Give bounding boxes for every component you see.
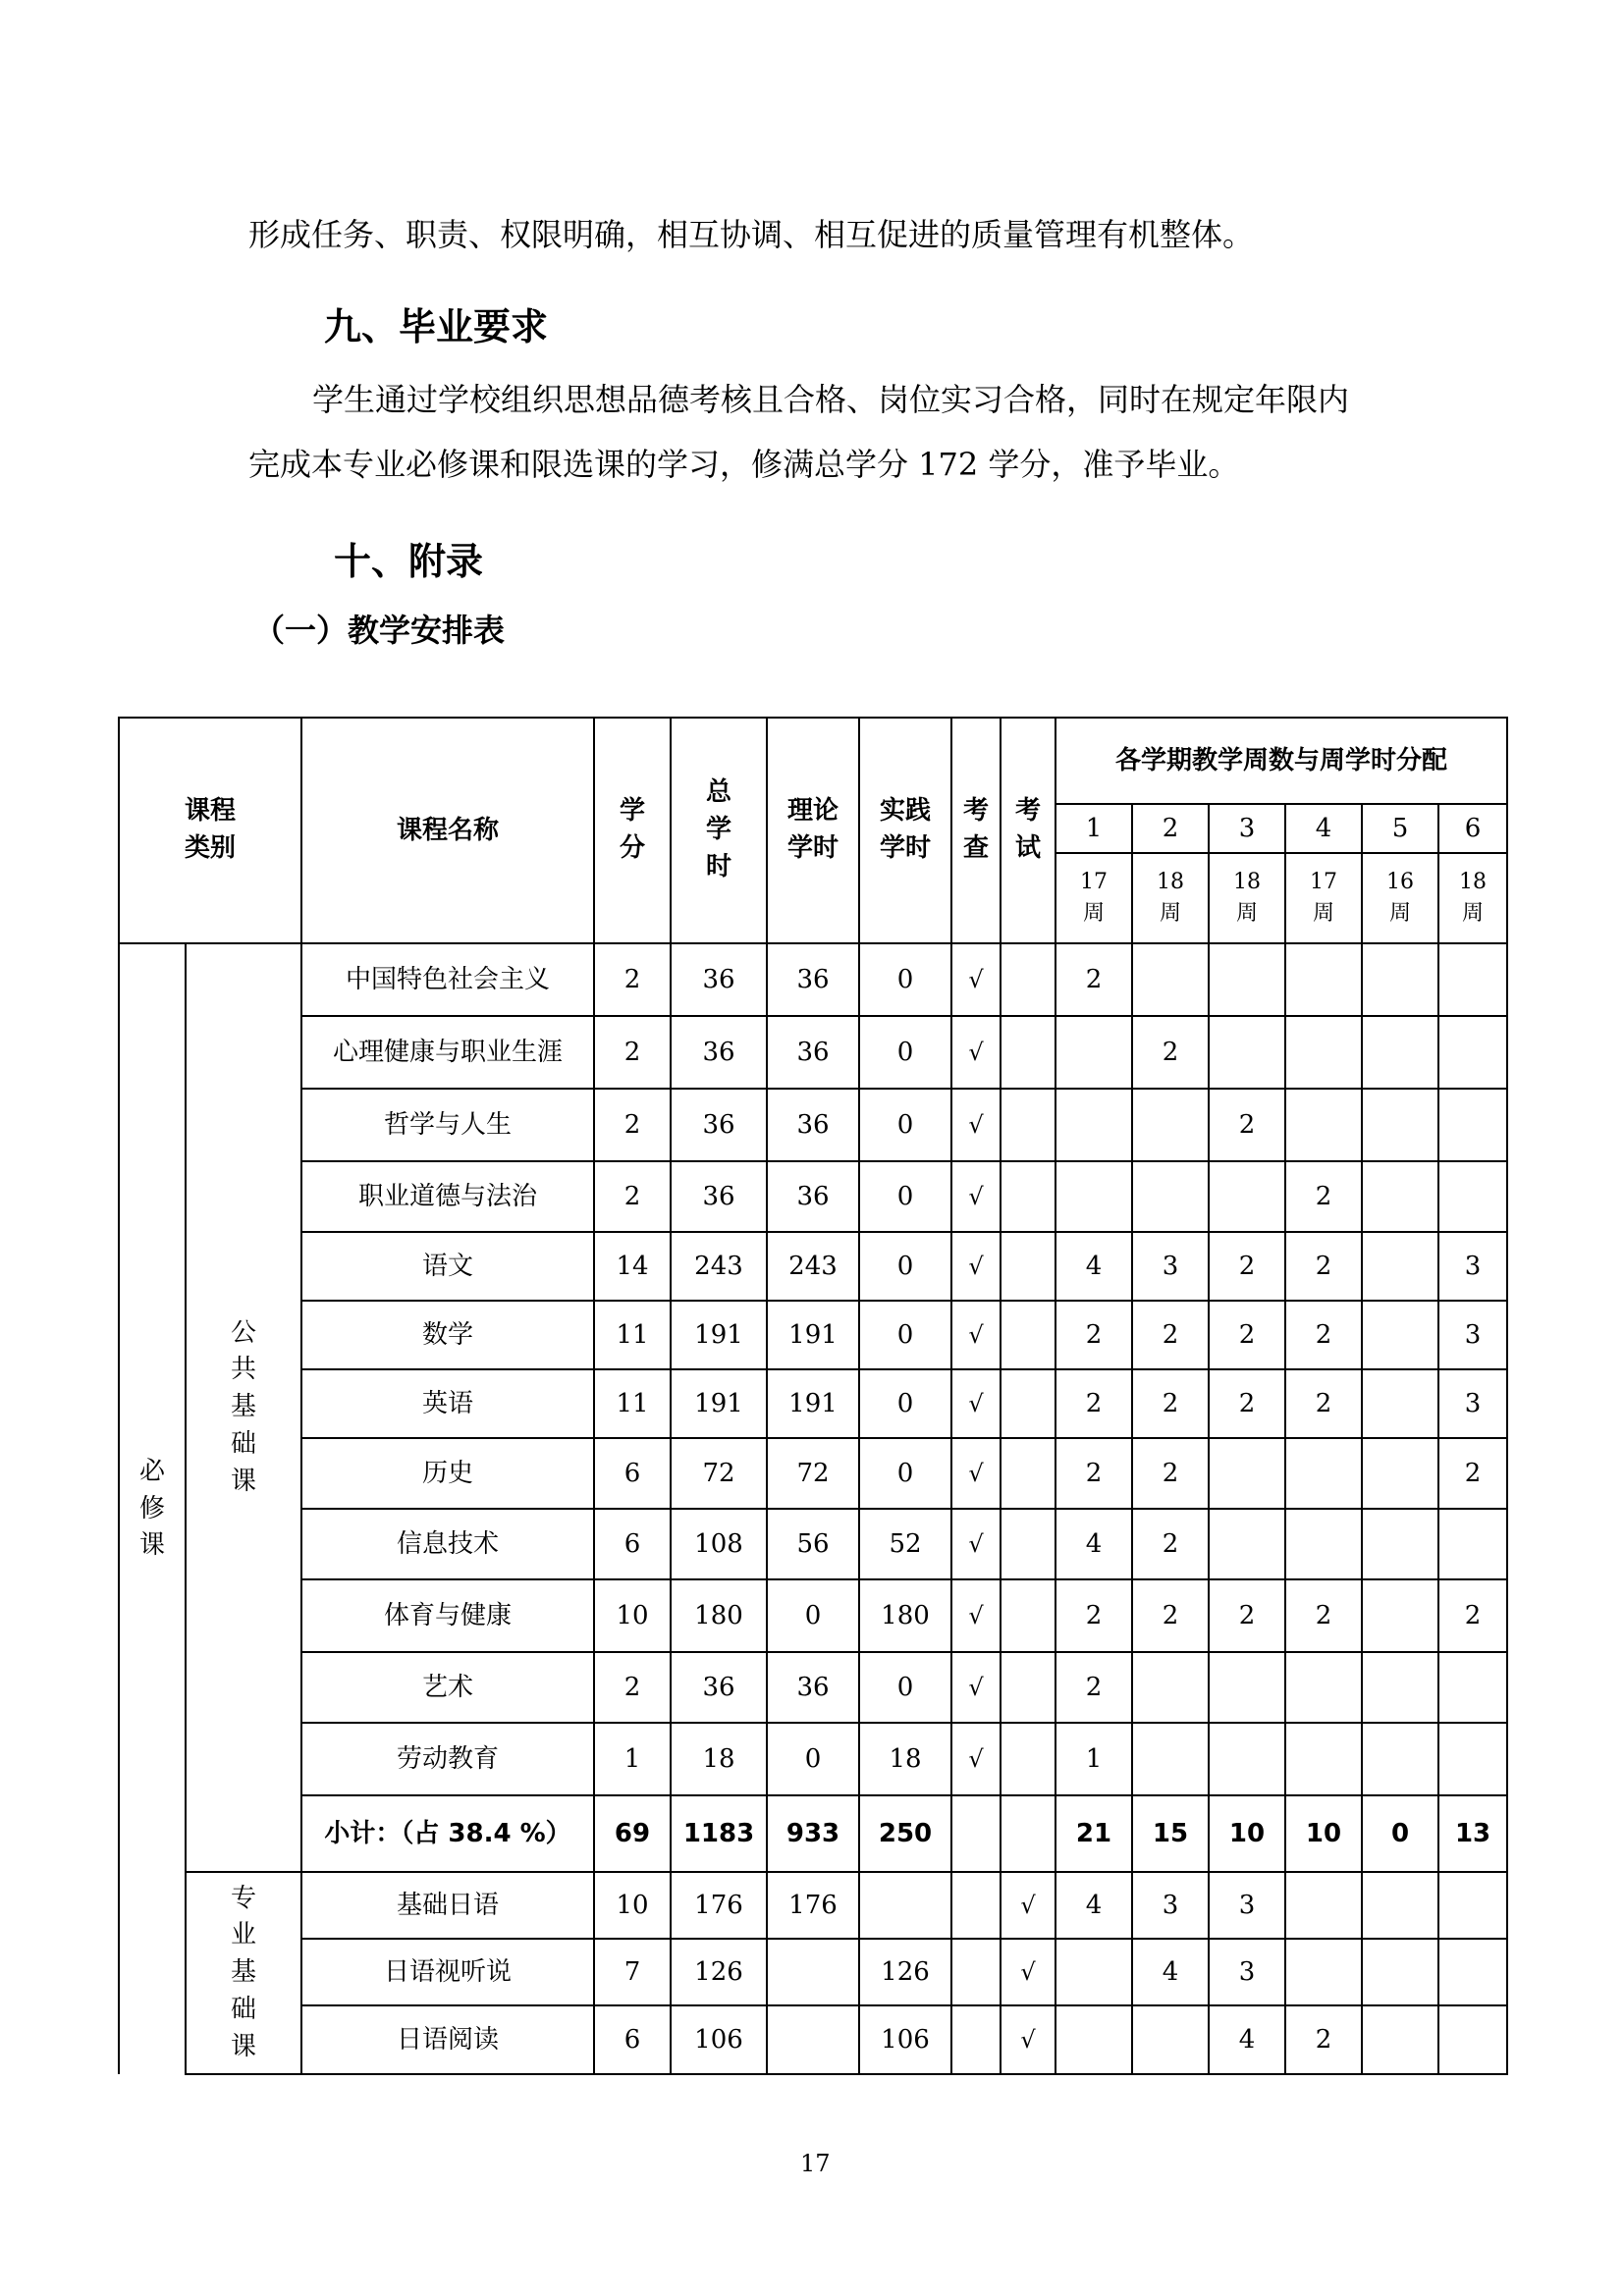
semester-1-hours: 2 — [1056, 1369, 1132, 1438]
theory-hours-cell: 243 — [767, 1232, 859, 1301]
semester-6-hours — [1438, 1652, 1507, 1723]
total-hours-cell: 1183 — [671, 1795, 767, 1872]
credit-cell: 7 — [594, 1939, 671, 2005]
credit-cell: 11 — [594, 1369, 671, 1438]
semester-3-hours: 10 — [1209, 1795, 1285, 1872]
semester-4-hours — [1285, 1652, 1362, 1723]
credit-cell: 2 — [594, 1016, 671, 1089]
semester-4-hours — [1285, 1723, 1362, 1795]
check-cell: √ — [951, 1369, 1001, 1438]
credit-cell: 6 — [594, 1438, 671, 1509]
header-course-name: 课程名称 — [301, 718, 594, 943]
semester-4-hours — [1285, 1872, 1362, 1939]
table-row — [119, 1369, 1507, 1438]
semester-2-hours — [1132, 1089, 1209, 1161]
course-name: 劳动教育 — [301, 1723, 594, 1795]
table-row — [119, 1652, 1507, 1723]
semester-3: 3 — [1209, 804, 1285, 853]
practice-hours-cell: 0 — [859, 1089, 951, 1161]
practice-hours-cell: 0 — [859, 943, 951, 1016]
check-cell: √ — [951, 1579, 1001, 1652]
course-name: 日语阅读 — [301, 2005, 594, 2074]
course-name: 日语视听说 — [301, 1939, 594, 2005]
check-cell: √ — [951, 1509, 1001, 1579]
exam-cell — [1001, 1795, 1056, 1872]
total-hours-cell: 108 — [671, 1509, 767, 1579]
exam-cell — [1001, 1016, 1056, 1089]
course-name: 英语 — [301, 1369, 594, 1438]
credit-cell: 6 — [594, 2005, 671, 2074]
section-9-line-1: 学生通过学校组织思想品德考核且合格、岗位实习合格，同时在规定年限内 — [312, 381, 1350, 418]
semester-5-hours — [1362, 943, 1438, 1016]
semester-3-hours — [1209, 1652, 1285, 1723]
check-cell: √ — [951, 1652, 1001, 1723]
theory-hours-cell: 36 — [767, 1161, 859, 1232]
semester-4-hours: 2 — [1285, 1232, 1362, 1301]
semester-4-hours: 10 — [1285, 1795, 1362, 1872]
practice-hours-cell: 0 — [859, 1016, 951, 1089]
theory-hours-cell: 72 — [767, 1438, 859, 1509]
semester-6-hours: 3 — [1438, 1232, 1507, 1301]
exam-cell — [1001, 1369, 1056, 1438]
exam-cell — [1001, 1232, 1056, 1301]
semester-2-hours — [1132, 1652, 1209, 1723]
semester-3-hours — [1209, 1438, 1285, 1509]
semester-2: 2 — [1132, 804, 1209, 853]
table-row — [119, 1438, 1507, 1509]
semester-1-hours — [1056, 1016, 1132, 1089]
semester-6-hours — [1438, 1509, 1507, 1579]
check-cell: √ — [951, 1232, 1001, 1301]
group-required: 必修课 — [119, 943, 186, 2074]
semester-6-hours — [1438, 2005, 1507, 2074]
semester-5-hours — [1362, 1301, 1438, 1369]
practice-hours-cell: 106 — [859, 2005, 951, 2074]
semester-5-hours — [1362, 1089, 1438, 1161]
header-semester-group: 各学期教学周数与周学时分配 — [1056, 718, 1507, 804]
exam-cell — [1001, 1438, 1056, 1509]
check-cell: √ — [951, 1301, 1001, 1369]
theory-hours-cell: 0 — [767, 1579, 859, 1652]
check-cell — [951, 1795, 1001, 1872]
semester-6-hours — [1438, 1089, 1507, 1161]
semester-6-hours: 2 — [1438, 1579, 1507, 1652]
table-row — [119, 1723, 1507, 1795]
semester-2-hours: 4 — [1132, 1939, 1209, 2005]
practice-hours-cell: 0 — [859, 1232, 951, 1301]
semester-2-hours: 3 — [1132, 1232, 1209, 1301]
semester-5-hours — [1362, 1016, 1438, 1089]
theory-hours-cell: 36 — [767, 1652, 859, 1723]
semester-1-hours: 4 — [1056, 1509, 1132, 1579]
semester-2-hours: 15 — [1132, 1795, 1209, 1872]
theory-hours-cell — [767, 1939, 859, 2005]
total-hours-cell: 36 — [671, 1652, 767, 1723]
semester-6-hours — [1438, 1161, 1507, 1232]
semester-5-hours — [1362, 1579, 1438, 1652]
semester-2-hours: 2 — [1132, 1509, 1209, 1579]
theory-hours-cell: 191 — [767, 1369, 859, 1438]
table-row — [119, 1939, 1507, 2005]
credit-cell: 2 — [594, 1652, 671, 1723]
semester-4: 4 — [1285, 804, 1362, 853]
semester-3-hours: 2 — [1209, 1232, 1285, 1301]
header-exam: 考试 — [1001, 718, 1056, 943]
semester-1-hours — [1056, 1939, 1132, 2005]
total-hours-cell: 36 — [671, 1016, 767, 1089]
semester-2-hours: 2 — [1132, 1301, 1209, 1369]
group-professional: 专业基础课 — [186, 1872, 301, 2074]
table-row — [119, 1872, 1507, 1939]
theory-hours-cell: 36 — [767, 1016, 859, 1089]
practice-hours-cell: 0 — [859, 1301, 951, 1369]
subsection-title: （一）教学安排表 — [253, 612, 506, 649]
course-name: 哲学与人生 — [301, 1089, 594, 1161]
semester-5-hours — [1362, 1369, 1438, 1438]
total-hours-cell: 72 — [671, 1438, 767, 1509]
teaching-schedule-table — [118, 717, 1508, 2075]
semester-5-hours — [1362, 1939, 1438, 2005]
total-hours-cell: 191 — [671, 1301, 767, 1369]
table-row — [119, 1161, 1507, 1232]
theory-hours-cell: 0 — [767, 1723, 859, 1795]
semester-4-hours — [1285, 1438, 1362, 1509]
total-hours-cell: 180 — [671, 1579, 767, 1652]
check-cell: √ — [951, 1016, 1001, 1089]
semester-6-hours — [1438, 1872, 1507, 1939]
semester-6-hours — [1438, 1016, 1507, 1089]
header-theory-hours: 理论学时 — [767, 718, 859, 943]
semester-3-hours — [1209, 1723, 1285, 1795]
semester-5-hours — [1362, 1652, 1438, 1723]
exam-cell — [1001, 1579, 1056, 1652]
semester-2-hours: 2 — [1132, 1016, 1209, 1089]
total-hours-cell: 176 — [671, 1872, 767, 1939]
course-name: 体育与健康 — [301, 1579, 594, 1652]
semester-1-hours — [1056, 1161, 1132, 1232]
semester-3-hours — [1209, 1509, 1285, 1579]
table-row — [119, 2005, 1507, 2074]
theory-hours-cell: 36 — [767, 943, 859, 1016]
semester-4-hours — [1285, 1089, 1362, 1161]
header-credit: 学分 — [594, 718, 671, 943]
semester-5-hours — [1362, 1723, 1438, 1795]
semester-6-hours: 2 — [1438, 1438, 1507, 1509]
credit-cell: 11 — [594, 1301, 671, 1369]
semester-6-hours: 13 — [1438, 1795, 1507, 1872]
semester-1-hours: 2 — [1056, 943, 1132, 1016]
header-check: 考查 — [951, 718, 1001, 943]
semester-2-hours — [1132, 2005, 1209, 2074]
semester-6-hours: 3 — [1438, 1369, 1507, 1438]
semester-1-hours: 2 — [1056, 1301, 1132, 1369]
semester-5-hours — [1362, 1232, 1438, 1301]
semester-4-hours: 2 — [1285, 1369, 1362, 1438]
check-cell — [951, 2005, 1001, 2074]
credit-cell: 14 — [594, 1232, 671, 1301]
theory-hours-cell: 176 — [767, 1872, 859, 1939]
credit-cell: 2 — [594, 1161, 671, 1232]
semester-3-hours: 3 — [1209, 1939, 1285, 2005]
exam-cell: √ — [1001, 2005, 1056, 2074]
course-name: 语文 — [301, 1232, 594, 1301]
course-name: 数学 — [301, 1301, 594, 1369]
theory-hours-cell: 191 — [767, 1301, 859, 1369]
semester-1-hours: 1 — [1056, 1723, 1132, 1795]
course-name: 小计：（占 38.4 %） — [301, 1795, 594, 1872]
table-row — [119, 1016, 1507, 1089]
table-row — [119, 1232, 1507, 1301]
group-public: 公共基础课 — [186, 943, 301, 1872]
course-name: 艺术 — [301, 1652, 594, 1723]
header-practice-hours: 实践学时 — [859, 718, 951, 943]
semester-2-hours — [1132, 943, 1209, 1016]
credit-cell: 6 — [594, 1509, 671, 1579]
exam-cell — [1001, 1161, 1056, 1232]
theory-hours-cell — [767, 2005, 859, 2074]
semester-1-hours: 4 — [1056, 1232, 1132, 1301]
theory-hours-cell: 36 — [767, 1089, 859, 1161]
table-row — [119, 1089, 1507, 1161]
semester-4-hours: 2 — [1285, 2005, 1362, 2074]
semester-6: 6 — [1438, 804, 1507, 853]
practice-hours-cell: 18 — [859, 1723, 951, 1795]
semester-2-hours: 2 — [1132, 1579, 1209, 1652]
credit-cell: 1 — [594, 1723, 671, 1795]
weeks-5: 16周 — [1362, 853, 1438, 943]
semester-2-hours: 2 — [1132, 1438, 1209, 1509]
weeks-6: 18周 — [1438, 853, 1507, 943]
semester-1-hours: 2 — [1056, 1438, 1132, 1509]
semester-3-hours: 3 — [1209, 1872, 1285, 1939]
practice-hours-cell: 52 — [859, 1509, 951, 1579]
section-9-title: 九、毕业要求 — [324, 305, 549, 348]
practice-hours-cell: 0 — [859, 1369, 951, 1438]
total-hours-cell: 36 — [671, 943, 767, 1016]
check-cell: √ — [951, 943, 1001, 1016]
page-number: 17 — [800, 2150, 831, 2177]
section-10-title: 十、附录 — [334, 540, 484, 583]
credit-cell: 2 — [594, 943, 671, 1016]
total-hours-cell: 126 — [671, 1939, 767, 2005]
semester-4-hours: 2 — [1285, 1579, 1362, 1652]
semester-3-hours — [1209, 1161, 1285, 1232]
semester-3-hours: 2 — [1209, 1369, 1285, 1438]
practice-hours-cell — [859, 1872, 951, 1939]
table-row — [119, 1509, 1507, 1579]
subtotal-row — [119, 1795, 1507, 1872]
exam-cell — [1001, 1723, 1056, 1795]
semester-2-hours: 2 — [1132, 1369, 1209, 1438]
header-category: 课程类别 — [119, 718, 301, 943]
semester-1-hours — [1056, 1089, 1132, 1161]
exam-cell — [1001, 1301, 1056, 1369]
credit-cell: 2 — [594, 1089, 671, 1161]
course-name: 职业道德与法治 — [301, 1161, 594, 1232]
semester-3-hours: 2 — [1209, 1301, 1285, 1369]
total-hours-cell: 36 — [671, 1089, 767, 1161]
exam-cell — [1001, 1509, 1056, 1579]
exam-cell: √ — [1001, 1939, 1056, 2005]
semester-5-hours — [1362, 1161, 1438, 1232]
semester-6-hours — [1438, 943, 1507, 1016]
exam-cell — [1001, 1652, 1056, 1723]
practice-hours-cell: 250 — [859, 1795, 951, 1872]
semester-5-hours — [1362, 2005, 1438, 2074]
semester-1-hours: 21 — [1056, 1795, 1132, 1872]
semester-4-hours: 2 — [1285, 1161, 1362, 1232]
credit-cell: 10 — [594, 1579, 671, 1652]
header-total-hours: 总学时 — [671, 718, 767, 943]
total-hours-cell: 106 — [671, 2005, 767, 2074]
semester-2-hours — [1132, 1723, 1209, 1795]
semester-4-hours — [1285, 1509, 1362, 1579]
weeks-2: 18周 — [1132, 853, 1209, 943]
semester-6-hours — [1438, 1939, 1507, 2005]
semester-1-hours — [1056, 2005, 1132, 2074]
semester-3-hours: 2 — [1209, 1089, 1285, 1161]
semester-1-hours: 2 — [1056, 1579, 1132, 1652]
semester-2-hours: 3 — [1132, 1872, 1209, 1939]
table-row — [119, 1579, 1507, 1652]
semester-5-hours: 0 — [1362, 1795, 1438, 1872]
semester-3-hours — [1209, 1016, 1285, 1089]
theory-hours-cell: 933 — [767, 1795, 859, 1872]
practice-hours-cell: 126 — [859, 1939, 951, 2005]
semester-5-hours — [1362, 1872, 1438, 1939]
table-row — [119, 1301, 1507, 1369]
course-name: 基础日语 — [301, 1872, 594, 1939]
semester-3-hours — [1209, 943, 1285, 1016]
total-hours-cell: 243 — [671, 1232, 767, 1301]
semester-5-hours — [1362, 1509, 1438, 1579]
course-name: 历史 — [301, 1438, 594, 1509]
course-name: 信息技术 — [301, 1509, 594, 1579]
section-9-line-2: 完成本专业必修课和限选课的学习，修满总学分 172 学分，准予毕业。 — [248, 446, 1240, 483]
semester-3-hours: 2 — [1209, 1579, 1285, 1652]
weeks-3: 18周 — [1209, 853, 1285, 943]
semester-4-hours — [1285, 1016, 1362, 1089]
semester-6-hours — [1438, 1723, 1507, 1795]
semester-1: 1 — [1056, 804, 1132, 853]
semester-3-hours: 4 — [1209, 2005, 1285, 2074]
semester-6-hours: 3 — [1438, 1301, 1507, 1369]
check-cell — [951, 1939, 1001, 2005]
exam-cell — [1001, 943, 1056, 1016]
practice-hours-cell: 0 — [859, 1652, 951, 1723]
semester-4-hours — [1285, 943, 1362, 1016]
theory-hours-cell: 56 — [767, 1509, 859, 1579]
semester-2-hours — [1132, 1161, 1209, 1232]
exam-cell — [1001, 1089, 1056, 1161]
check-cell: √ — [951, 1089, 1001, 1161]
table-row — [119, 943, 1507, 1016]
paragraph-continuation: 形成任务、职责、权限明确，相互协调、相互促进的质量管理有机整体。 — [248, 216, 1255, 253]
check-cell — [951, 1872, 1001, 1939]
practice-hours-cell: 0 — [859, 1438, 951, 1509]
semester-1-hours: 4 — [1056, 1872, 1132, 1939]
semester-4-hours — [1285, 1939, 1362, 2005]
weeks-1: 17周 — [1056, 853, 1132, 943]
practice-hours-cell: 180 — [859, 1579, 951, 1652]
practice-hours-cell: 0 — [859, 1161, 951, 1232]
total-hours-cell: 191 — [671, 1369, 767, 1438]
semester-1-hours: 2 — [1056, 1652, 1132, 1723]
semester-5: 5 — [1362, 804, 1438, 853]
check-cell: √ — [951, 1438, 1001, 1509]
course-name: 中国特色社会主义 — [301, 943, 594, 1016]
semester-4-hours: 2 — [1285, 1301, 1362, 1369]
exam-cell: √ — [1001, 1872, 1056, 1939]
check-cell: √ — [951, 1161, 1001, 1232]
credit-cell: 10 — [594, 1872, 671, 1939]
total-hours-cell: 18 — [671, 1723, 767, 1795]
course-name: 心理健康与职业生涯 — [301, 1016, 594, 1089]
check-cell: √ — [951, 1723, 1001, 1795]
total-hours-cell: 36 — [671, 1161, 767, 1232]
weeks-4: 17周 — [1285, 853, 1362, 943]
credit-cell: 69 — [594, 1795, 671, 1872]
semester-5-hours — [1362, 1438, 1438, 1509]
